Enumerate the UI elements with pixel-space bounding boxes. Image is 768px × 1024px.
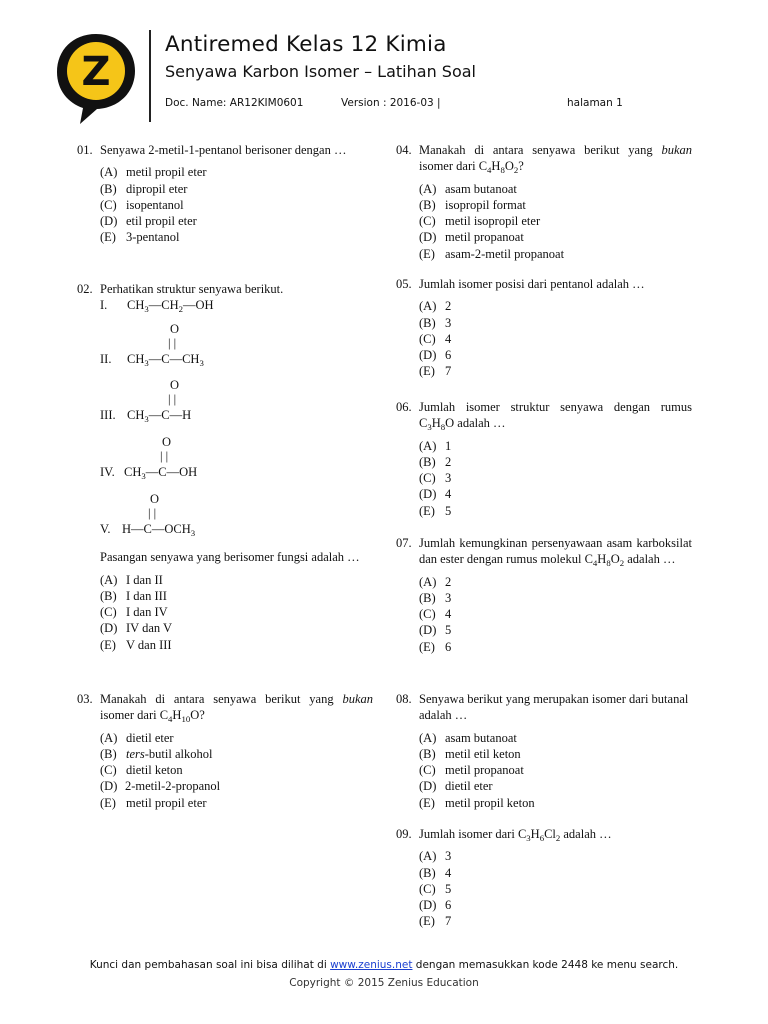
option (419, 298, 692, 314)
header-divider (149, 30, 151, 122)
options-list (419, 298, 692, 379)
structure-II-formula: $CH_3—C—CH_3$ (127, 352, 204, 369)
option-label: (A) (100, 730, 118, 745)
option-text: metil propil keton (445, 795, 535, 810)
option (100, 746, 373, 762)
option-text: metil propil eter (126, 795, 207, 810)
zenius-link[interactable]: www.zenius.net (330, 959, 413, 971)
footer-note: Kunci dan pembahasan soal ini bisa dilihat di www.zenius.net dengan memasukkan kode 2448 ke menu search. (89, 959, 679, 971)
option-text: dietil keton (126, 763, 183, 778)
option (419, 590, 692, 606)
option-label: (B) (419, 590, 436, 605)
option (100, 762, 373, 778)
double-bond: | | (160, 449, 169, 464)
option (419, 363, 692, 379)
option-label: (C) (419, 471, 436, 486)
option-label: (E) (419, 795, 435, 810)
structure-label-V: V. (100, 522, 111, 537)
option (100, 197, 373, 213)
option (100, 620, 373, 636)
copyright: Copyright © 2015 Zenius Education (289, 977, 479, 989)
option-text: 3-pentanol (126, 230, 180, 245)
option (419, 181, 692, 197)
oxygen-atom: O (150, 492, 160, 507)
option-label: (C) (100, 605, 117, 620)
option-label: (A) (100, 165, 118, 180)
option-label: (D) (100, 779, 118, 794)
option-label: (D) (419, 623, 437, 638)
structure-label-II: II. (100, 352, 112, 367)
option (419, 848, 692, 864)
option (419, 331, 692, 347)
structure-III-formula: $CH_3—C—H$ (127, 408, 192, 425)
option (100, 213, 373, 229)
option (419, 315, 692, 331)
oxygen-atom: O (162, 435, 172, 450)
structure-I-formula: $CH_3—CH_2—OH$ (127, 298, 214, 315)
option-text: 3 (445, 471, 452, 486)
question-text: Jumlah kemungkinan persenyawaan asam karboksilat dan ester dengan rumus molekul $C_4H_8O_2$ adalah … (419, 536, 692, 569)
option-label: (E) (419, 364, 435, 379)
option (419, 795, 692, 811)
option (100, 637, 373, 653)
option (419, 486, 692, 502)
question-05 (396, 276, 692, 380)
option-label: (A) (419, 849, 437, 864)
option (100, 730, 373, 746)
option (419, 778, 692, 794)
option-text: etil propil eter (126, 214, 197, 229)
options-list (419, 438, 692, 519)
option (419, 454, 692, 470)
option (419, 865, 692, 881)
option-text: 7 (445, 914, 452, 929)
option-text: isopropil format (445, 197, 526, 212)
question-text: Jumlah isomer posisi dari pentanol adalah … (419, 277, 645, 291)
option-label: (D) (419, 230, 437, 245)
option-text: 3 (445, 590, 452, 605)
question-08 (396, 691, 692, 811)
option-text: 2-metil-2-propanol (125, 779, 221, 794)
question-number: 08. (396, 692, 412, 706)
option (100, 181, 373, 197)
option-text: asam butanoat (445, 181, 517, 196)
option-label: (A) (419, 181, 437, 196)
question-text: Jumlah isomer struktur senyawa dengan rumus $C_3H_8O$ adalah … (419, 400, 692, 433)
option-label: (D) (100, 214, 118, 229)
question-number: 04. (396, 143, 412, 157)
option (419, 347, 692, 363)
option-text: 4 (445, 607, 452, 622)
options-list (100, 164, 373, 245)
option-text: I dan III (126, 588, 167, 603)
option-label: (B) (419, 197, 436, 212)
option-text: I dan IV (126, 605, 168, 620)
option-label: (A) (419, 299, 437, 314)
options-list (100, 730, 373, 811)
option-text: 6 (445, 348, 452, 363)
option-text: 1 (445, 438, 452, 453)
option-label: (C) (419, 763, 436, 778)
option-text: metil etil keton (445, 746, 521, 761)
option (419, 246, 692, 262)
structure-label-III: III. (100, 408, 116, 423)
page-title: Antiremed Kelas 12 Kimia (165, 32, 447, 57)
question-09 (396, 826, 692, 930)
option-text: 6 (445, 639, 452, 654)
question-04 (396, 142, 692, 262)
option (419, 229, 692, 245)
option-text: 4 (445, 487, 452, 502)
option-text: dietil eter (126, 730, 174, 745)
page-subtitle: Senyawa Karbon Isomer – Latihan Soal (165, 62, 476, 81)
option-text: isopentanol (126, 197, 184, 212)
double-bond: | | (148, 506, 157, 521)
options-list (419, 574, 692, 655)
question-number: 03. (77, 692, 93, 706)
option-label: (E) (100, 795, 116, 810)
option-text: 3 (445, 315, 452, 330)
options-list (419, 730, 692, 811)
question-number: 09. (396, 827, 412, 841)
option-label: (B) (419, 746, 436, 761)
question-text: Manakah di antara senyawa berikut yang bukan isomer dari $C_4H_8O_2$? (419, 143, 692, 176)
doc-name: Doc. Name: AR12KIM0601 (165, 97, 304, 109)
option-text: 4 (445, 331, 452, 346)
option (419, 897, 692, 913)
option-label: (B) (419, 454, 436, 469)
double-bond: | | (168, 392, 177, 407)
structure-label-I: I. (100, 298, 108, 313)
question-03 (77, 691, 373, 811)
question-text: Jumlah isomer dari $C_3H_6Cl_2$ adalah … (419, 827, 612, 843)
option (419, 746, 692, 762)
option (100, 164, 373, 180)
oxygen-atom: O (170, 322, 180, 337)
question-number: 05. (396, 277, 412, 291)
question-number: 07. (396, 536, 412, 550)
option-label: (E) (419, 246, 435, 261)
option-label: (A) (419, 730, 437, 745)
option-label: (C) (100, 763, 117, 778)
option-label: (D) (100, 621, 118, 636)
question-text: Perhatikan struktur senyawa berikut. (100, 282, 284, 296)
options-list (419, 181, 692, 262)
option-text: 4 (445, 865, 452, 880)
option-text: 5 (445, 503, 452, 518)
option-label: (C) (419, 607, 436, 622)
zenius-logo (53, 30, 139, 126)
option (419, 197, 692, 213)
option-label: (E) (419, 639, 435, 654)
option-label: (B) (419, 865, 436, 880)
option (419, 213, 692, 229)
options-list (100, 572, 373, 653)
option (100, 588, 373, 604)
option-label: (C) (100, 197, 117, 212)
option-label: (A) (419, 438, 437, 453)
logo-letter: Z (81, 49, 111, 95)
page-number: halaman 1 (567, 97, 623, 109)
structures-block (100, 297, 373, 549)
option (419, 881, 692, 897)
option-label: (C) (419, 881, 436, 896)
option-label: (E) (419, 503, 435, 518)
double-bond: | | (168, 336, 177, 351)
option-text: metil propanoat (445, 230, 524, 245)
option-label: (B) (100, 181, 117, 196)
question-01 (77, 142, 373, 246)
option (100, 795, 373, 811)
option-label: (D) (419, 348, 437, 363)
options-list (419, 848, 692, 929)
question-number: 06. (396, 400, 412, 414)
question-number: 02. (77, 282, 93, 296)
question-07 (396, 535, 692, 655)
oxygen-atom: O (170, 378, 180, 393)
option-text: dipropil eter (126, 181, 188, 196)
option (419, 762, 692, 778)
option (100, 572, 373, 588)
option-text: metil isopropil eter (445, 214, 541, 229)
option (419, 639, 692, 655)
option-text: IV dan V (126, 621, 173, 636)
question-text: Manakah di antara senyawa berikut yang bukan isomer dari $C_4H_{10}O$? (100, 692, 373, 725)
option-label: (D) (419, 779, 437, 794)
structure-V-formula: $H—C—OCH_3$ (122, 522, 196, 539)
option (419, 913, 692, 929)
question-text: Senyawa berikut yang merupakan isomer dari butanal adalah … (419, 692, 689, 723)
option-text: 3 (445, 849, 452, 864)
option-text: 7 (445, 364, 452, 379)
question-number: 01. (77, 143, 93, 157)
option-text: 6 (445, 898, 452, 913)
option-text: 2 (445, 454, 452, 469)
option (419, 730, 692, 746)
option (100, 229, 373, 245)
option-text: V dan III (126, 637, 172, 652)
option-label: (B) (419, 315, 436, 330)
option-label: (A) (100, 572, 118, 587)
option-label: (D) (419, 487, 437, 502)
option-text: metil propil eter (126, 165, 207, 180)
option (419, 622, 692, 638)
structure-IV-formula: $CH_3—C—OH$ (124, 465, 198, 482)
option (419, 470, 692, 486)
doc-version: Version : 2016-03 | (341, 97, 441, 109)
option-text: 2 (445, 574, 452, 589)
option-text: ters-butil alkohol (126, 746, 213, 761)
question-06 (396, 399, 692, 519)
option (419, 503, 692, 519)
option (100, 604, 373, 620)
option-text: dietil eter (445, 779, 493, 794)
question-prompt: Pasangan senyawa yang berisomer fungsi adalah … (100, 550, 360, 565)
question-02 (77, 281, 373, 653)
option (419, 606, 692, 622)
option (100, 778, 373, 794)
option-label: (C) (419, 331, 436, 346)
option (419, 438, 692, 454)
option-text: 5 (445, 881, 452, 896)
option-label: (E) (419, 914, 435, 929)
option-text: I dan II (126, 572, 163, 587)
option-text: 5 (445, 623, 452, 638)
option-text: metil propanoat (445, 763, 524, 778)
option-label: (C) (419, 214, 436, 229)
question-text: Senyawa 2-metil-1-pentanol berisoner dengan … (100, 143, 347, 157)
option-label: (E) (100, 230, 116, 245)
structure-label-IV: IV. (100, 465, 115, 480)
option-text: asam butanoat (445, 730, 517, 745)
option-label: (A) (419, 574, 437, 589)
option-text: asam-2-metil propanoat (445, 246, 565, 261)
option-label: (E) (100, 637, 116, 652)
option-label: (B) (100, 588, 117, 603)
option-label: (D) (419, 898, 437, 913)
option-label: (B) (100, 746, 117, 761)
option (419, 574, 692, 590)
option-text: 2 (445, 299, 452, 314)
